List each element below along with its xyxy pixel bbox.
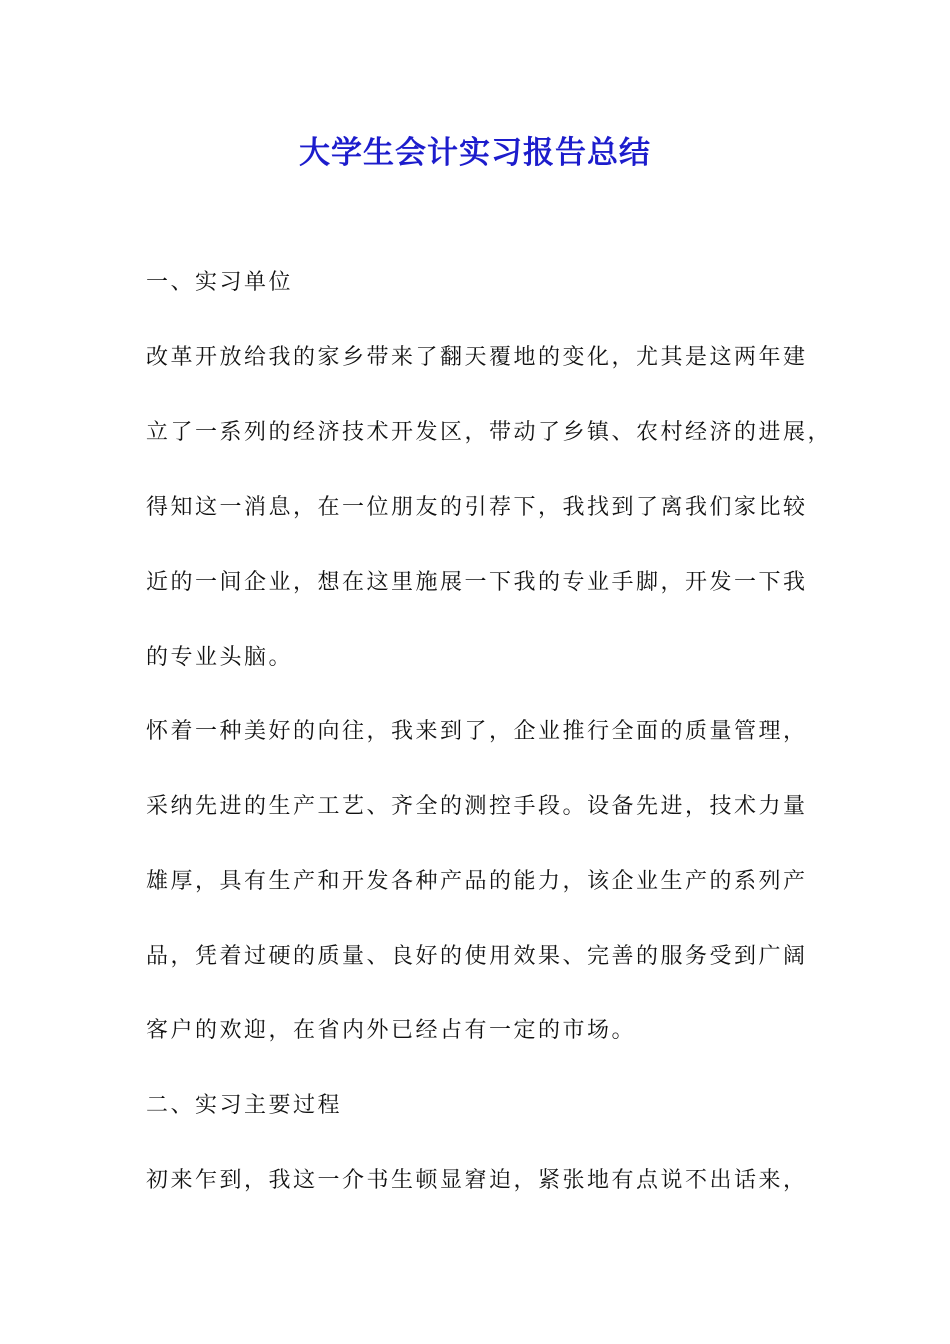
paragraph-line: 得知这一消息，在一位朋友的引荐下，我找到了离我们家比较 — [146, 495, 808, 520]
paragraph-line: 的专业头脑。 — [146, 645, 294, 670]
paragraph-line: 雄厚，具有生产和开发各种产品的能力，该企业生产的系列产 — [146, 869, 808, 894]
paragraph-line: 怀着一种美好的向往，我来到了，企业推行全面的质量管理， — [146, 719, 808, 744]
section-heading-main-process: 二、实习主要过程 — [146, 1093, 343, 1118]
paragraph-line: 近的一间企业，想在这里施展一下我的专业手脚，开发一下我 — [146, 570, 808, 595]
paragraph-line: 立了一系列的经济技术开发区，带动了乡镇、农村经济的进展， — [146, 420, 833, 445]
paragraph-line: 客户的欢迎，在省内外已经占有一定的市场。 — [146, 1018, 637, 1043]
document-title: 大学生会计实习报告总结 — [299, 135, 651, 171]
paragraph-line: 采纳先进的生产工艺、齐全的测控手段。设备先进，技术力量 — [146, 794, 808, 819]
paragraph-line: 品，凭着过硬的质量、良好的使用效果、完善的服务受到广阔 — [146, 944, 808, 969]
section-heading-internship-unit: 一、实习单位 — [146, 270, 294, 295]
paragraph-line: 初来乍到，我这一介书生顿显窘迫，紧张地有点说不出话来， — [146, 1168, 808, 1193]
paragraph-line: 改革开放给我的家乡带来了翻天覆地的变化，尤其是这两年建 — [146, 345, 808, 370]
